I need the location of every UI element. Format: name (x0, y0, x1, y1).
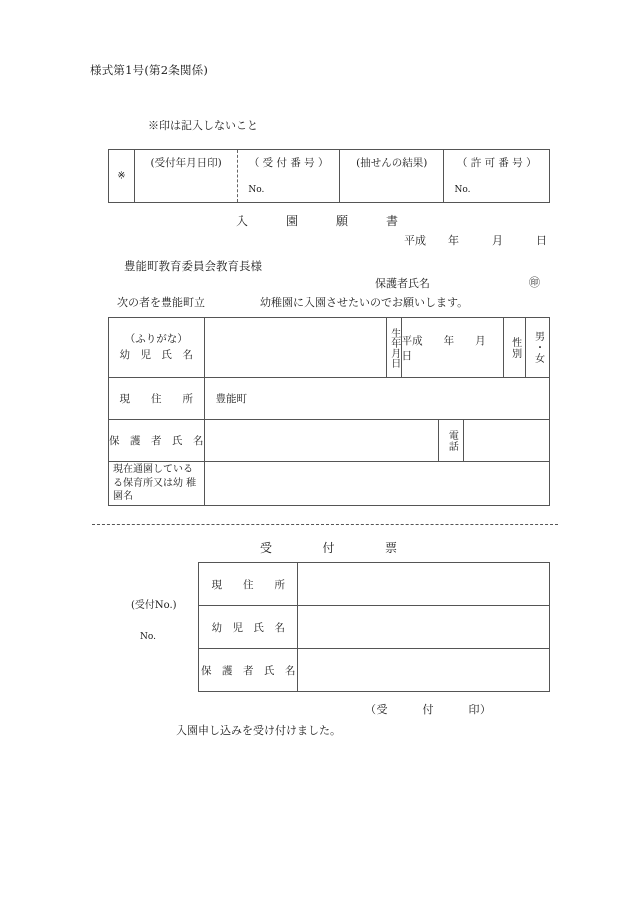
official-cell-receipt-number[interactable] (237, 150, 340, 202)
official-header-receipt-number: （ 受 付 番 号 ） (248, 157, 329, 169)
address-field[interactable]: 豊能町 (215, 393, 248, 405)
child-name-furigana-label: （ふりがな） (124, 332, 188, 345)
child-name-field[interactable] (205, 318, 387, 377)
guardian-name-label: 保 護 者 氏 名 (109, 420, 205, 461)
dob-label-text: 生年月日 (388, 327, 400, 368)
table-row (109, 420, 549, 462)
cut-line-divider (92, 524, 558, 525)
telephone-field[interactable] (464, 420, 549, 461)
receipt-message: 入園申し込みを受け付けました。 (176, 724, 341, 737)
receipt-guardian-name-label: 保 護 者 氏 名 (199, 649, 298, 691)
receipt-number-field[interactable]: No. (140, 632, 156, 642)
page-title: 入 園 願 書 (236, 214, 399, 228)
table-row (199, 563, 549, 606)
addressee-line: 豊能町教育委員会教育長様 (124, 259, 262, 273)
official-use-table (108, 149, 550, 203)
dob-field[interactable]: 平成 年 月 日 (402, 318, 505, 377)
official-header-lottery-result: (抽せんの結果) (356, 157, 428, 169)
current-school-field[interactable] (205, 462, 549, 505)
official-cell-permit-number[interactable] (444, 150, 549, 202)
official-sub-receipt-number: No. (248, 185, 265, 195)
receipt-table (198, 562, 550, 692)
sex-options-field[interactable] (526, 318, 549, 377)
official-header-permit-number: （ 許 可 番 号 ） (456, 157, 537, 169)
seal-icon: ㊞ (529, 276, 540, 289)
applicant-table (108, 317, 550, 506)
receipt-address-label: 現 住 所 (199, 563, 298, 605)
child-name-label (109, 318, 205, 377)
star-note: ※印は記入しないこと (148, 119, 258, 132)
child-name-text-label: 幼 児 氏 名 (119, 348, 194, 361)
request-statement[interactable]: 次の者を豊能町立 幼稚園に入園させたいのでお願いします。 (117, 296, 469, 309)
official-header-receipt-date: (受付年月日印) (150, 157, 222, 169)
table-row (109, 378, 549, 420)
star-symbol: ※ (117, 170, 126, 182)
receipt-guardian-name-field[interactable] (298, 649, 549, 691)
guardian-name-field[interactable] (205, 420, 440, 461)
receipt-child-name-label: 幼 児 氏 名 (199, 606, 298, 648)
form-number: 様式第1号(第2条関係) (90, 63, 209, 77)
official-cell-lottery-result[interactable] (340, 150, 445, 202)
receipt-seal-label: （受 付 印） (365, 703, 492, 716)
table-row (199, 649, 549, 692)
official-star-cell (109, 150, 135, 202)
receipt-address-field[interactable] (298, 563, 549, 605)
table-row (109, 318, 549, 378)
official-cell-receipt-date[interactable] (135, 150, 238, 202)
telephone-label-text: 電話 (446, 429, 458, 452)
receipt-number-label: (受付No.) (131, 600, 177, 611)
sex-label-text: 性別 (509, 336, 521, 359)
table-row (199, 606, 549, 649)
receipt-title: 受 付 票 (260, 541, 398, 555)
current-school-label: 現在通園している る保育所又は幼 稚園名 (109, 462, 205, 505)
receipt-child-name-field[interactable] (298, 606, 549, 648)
sex-options-text: 男・女 (532, 331, 544, 364)
dob-label (387, 318, 402, 377)
guardian-signature-label[interactable]: 保護者氏名 (375, 277, 430, 290)
sex-label (504, 318, 526, 377)
official-sub-permit-number: No. (454, 185, 471, 195)
address-label: 現 住 所 (109, 378, 205, 419)
table-row (109, 462, 549, 506)
document-date-line[interactable]: 平成 年 月 日 (404, 234, 547, 247)
telephone-label (439, 420, 464, 461)
